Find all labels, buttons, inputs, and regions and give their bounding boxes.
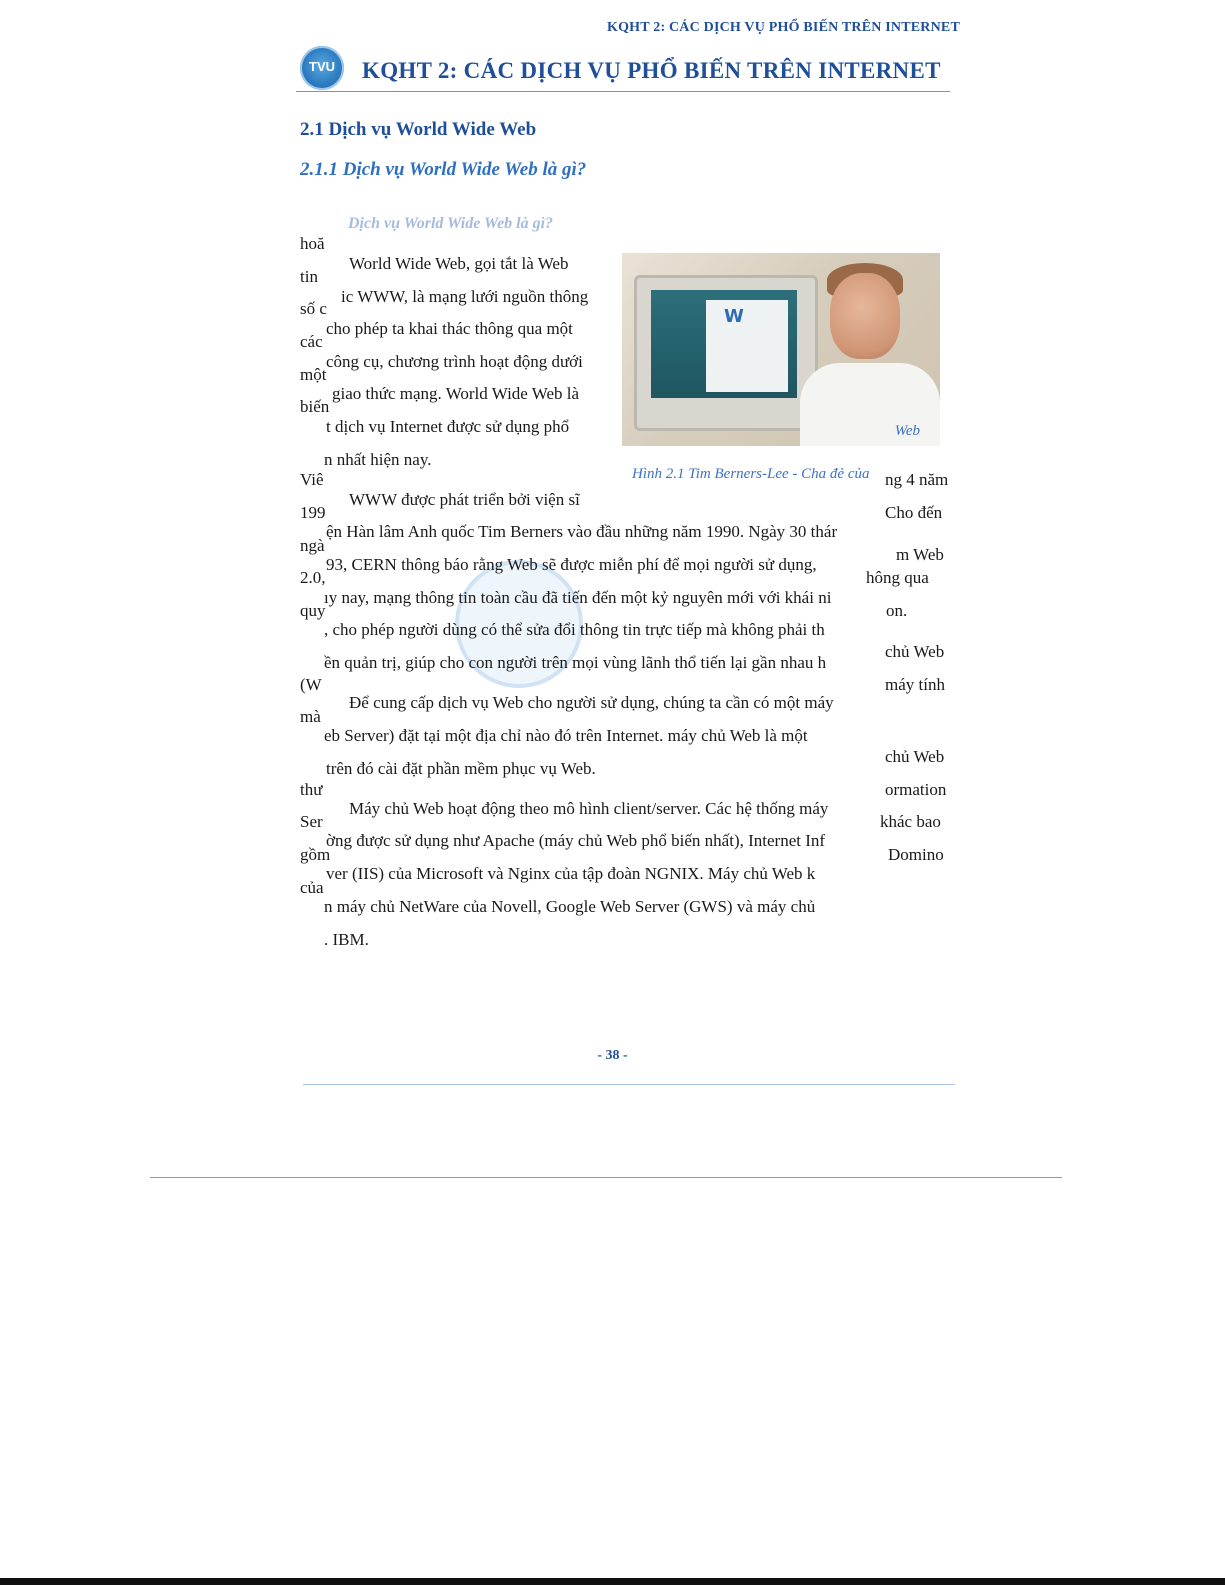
paragraph-line: trên đó cài đặt phần mềm phục vụ Web. (326, 759, 596, 778)
university-seal-icon (300, 46, 344, 90)
right-stub: ng 4 năm (885, 470, 949, 489)
header-divider (296, 91, 950, 92)
cut-duplicate-heading: Dịch vụ World Wide Web là gì? (348, 215, 554, 232)
left-stub: các (300, 332, 323, 351)
paragraph-line: eb Server) đặt tại một địa chỉ nào đó trên Internet. máy chủ Web là một (324, 726, 808, 745)
paragraph-line: cho phép ta khai thác thông qua một (326, 319, 573, 338)
paragraph-line: ờng được sử dụng như Apache (máy chủ Web phổ biến nhất), Internet Inf (326, 831, 826, 850)
paragraph-line: Để cung cấp dịch vụ Web cho người sử dụng, chúng ta cần có một máy (349, 693, 834, 712)
web-page-document (706, 300, 788, 392)
left-stub: biến (300, 397, 330, 416)
paragraph-line: WWW được phát triển bởi viện sĩ (349, 490, 580, 509)
left-stub: gồm (300, 845, 331, 864)
paragraph-line: , cho phép người dùng có thể sửa đổi thông tin trực tiếp mà không phải th (324, 620, 825, 639)
sheet-divider (150, 1177, 1062, 1178)
left-stub: 2.0, (300, 568, 326, 587)
left-stub: của (300, 878, 324, 897)
paragraph-line: n nhất hiện nay. (324, 450, 432, 469)
chapter-title: KQHT 2: CÁC DỊCH VỤ PHỔ BIẾN TRÊN INTERNET (362, 58, 941, 83)
photo-label: Web (894, 423, 920, 439)
left-stub: mà (300, 707, 321, 726)
page-number: - 38 - (597, 1048, 628, 1063)
monitor-screen (651, 290, 797, 398)
paragraph-line: ền quản trị, giúp cho con người trên mọi vùng lãnh thổ tiến lại gần nhau h (324, 653, 827, 672)
paragraph-line: t dịch vụ Internet được sử dụng phổ (326, 417, 570, 436)
paragraph-line: công cụ, chương trình hoạt động dưới (326, 352, 583, 371)
left-stub: số c (300, 299, 327, 318)
right-stub: m Web (896, 545, 944, 564)
right-stub: Domino (888, 845, 944, 864)
column-cut-edge (888, 470, 893, 950)
footer-divider (303, 1084, 955, 1085)
right-stub: ormation (885, 780, 947, 799)
paragraph-line: World Wide Web, gọi tắt là Web (349, 254, 569, 273)
left-stub: ngà (300, 536, 325, 555)
right-stub: khác bao (880, 812, 941, 831)
left-stub: tin (300, 267, 318, 286)
screen-letter: W (724, 306, 744, 327)
paragraph-line: . IBM. (324, 930, 369, 949)
left-stub: Viê (300, 470, 324, 489)
right-stub: máy tính (885, 675, 945, 694)
figure-caption: Hình 2.1 Tim Berners-Lee - Cha đẻ của (632, 466, 870, 482)
paragraph-line: Máy chủ Web hoạt động theo mô hình client/server. Các hệ thống máy (349, 799, 829, 818)
paragraph-line: ver (IIS) của Microsoft và Nginx của tập đoàn NGNIX. Máy chủ Web k (326, 864, 816, 883)
figure-photo (622, 253, 940, 446)
paragraph-line: ic WWW, là mạng lưới nguồn thông (341, 287, 589, 306)
logo-text: TVU (309, 59, 335, 74)
section-heading: 2.1 Dịch vụ World Wide Web (300, 119, 537, 140)
left-stub: 199 (300, 503, 326, 522)
paragraph-line: ıy nay, mạng thông tin toàn cầu đã tiến đến một kỷ nguyên mới với khái ni (324, 588, 832, 607)
right-stub: chủ Web (885, 642, 945, 661)
left-stub: hoă (300, 234, 325, 253)
right-stub: on. (886, 601, 908, 620)
left-stub: một (300, 365, 327, 384)
person-face (830, 273, 900, 359)
left-stub: (W (300, 675, 322, 694)
paragraph-line: ện Hàn lâm Anh quốc Tim Berners vào đầu những năm 1990. Ngày 30 thár (326, 522, 838, 541)
paragraph-line: n máy chủ NetWare của Novell, Google Web Server (GWS) và máy chủ (324, 897, 816, 916)
right-stub: chủ Web (885, 747, 945, 766)
left-stub: quy (300, 601, 326, 620)
right-stub: Cho đến (885, 503, 943, 522)
left-stub: thư (300, 780, 323, 799)
running-header: KQHT 2: CÁC DỊCH VỤ PHỔ BIẾN TRÊN INTERNET (606, 20, 960, 35)
paragraph-line: 93, CERN thông báo rằng Web sẽ được miễn phí để mọi người sử dụng, (326, 555, 817, 574)
right-stub: hông qua (866, 568, 929, 587)
bottom-edge (0, 1578, 1225, 1585)
computer-monitor-icon (634, 275, 818, 431)
paragraph-line: giao thức mạng. World Wide Web là (332, 384, 580, 403)
left-stub: Ser (300, 812, 323, 831)
subsection-heading: 2.1.1 Dịch vụ World Wide Web là gì? (300, 159, 587, 180)
